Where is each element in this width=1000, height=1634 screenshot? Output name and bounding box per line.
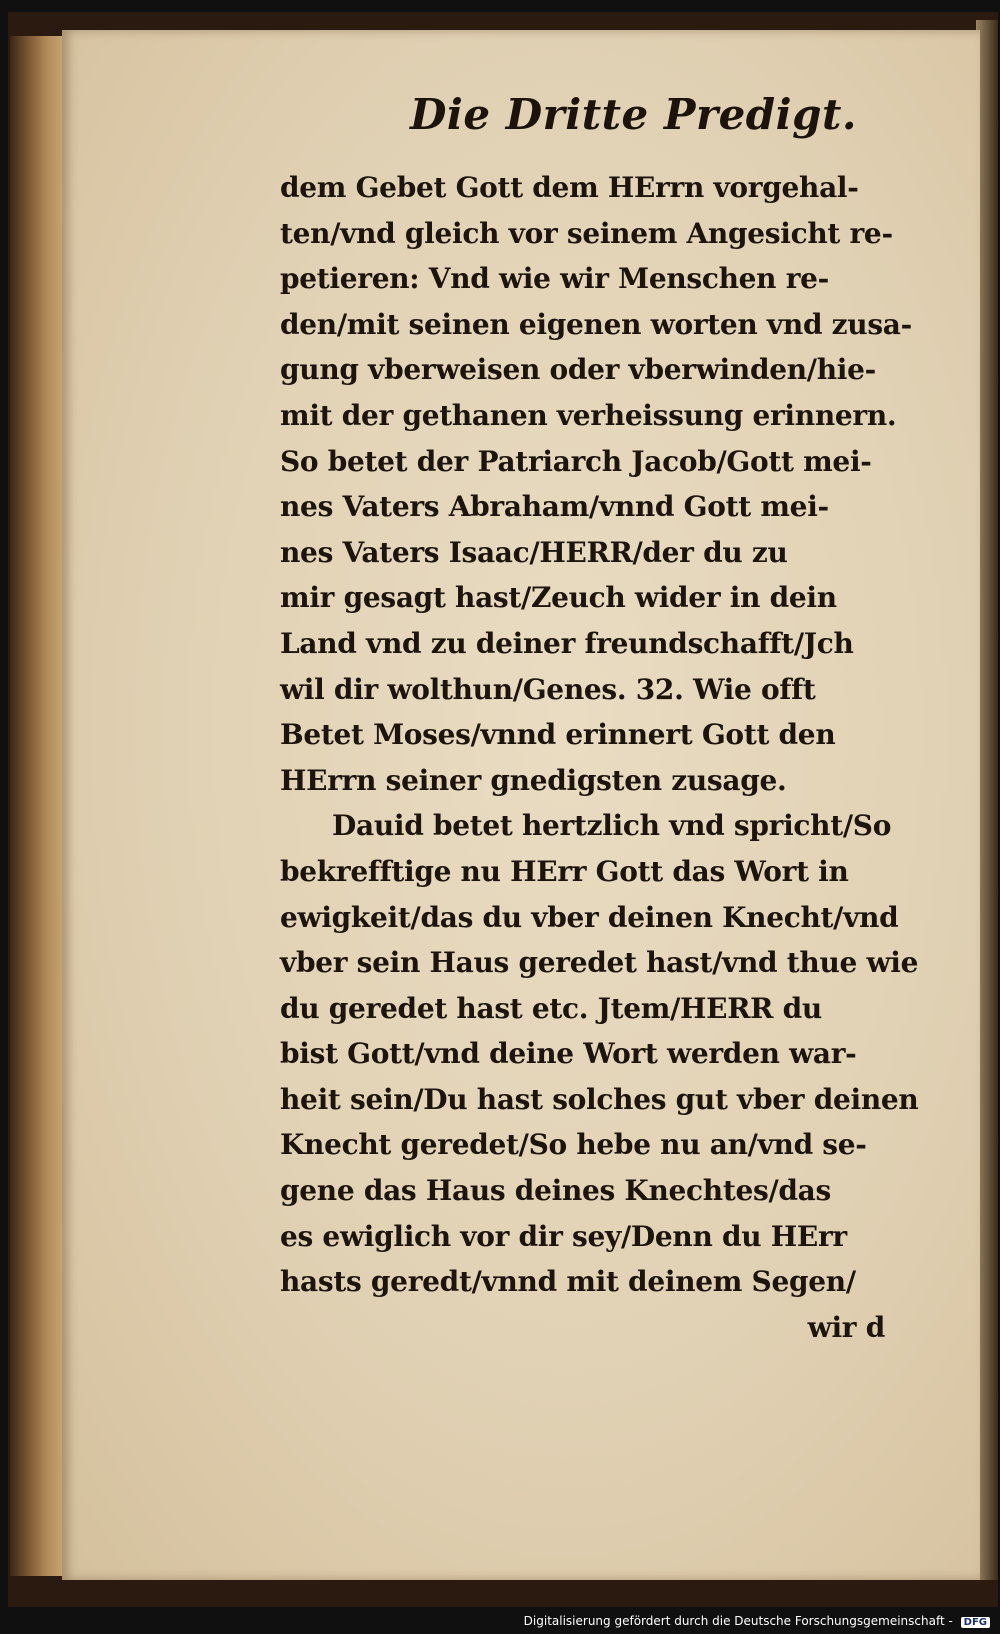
text-line: gung vberweisen oder vberwinden/hie- [280, 353, 876, 387]
text-line: mir gesagt hast/Zeuch wider in dein [280, 581, 837, 615]
dfg-logo: DFG [961, 1617, 990, 1628]
text-line: gene das Haus deines Knechtes/das [280, 1174, 831, 1208]
text-line: nes Vaters Abraham/vnnd Gott mei- [280, 490, 829, 524]
text-line: Dauid betet hertzlich vnd spricht/So [332, 809, 892, 843]
text-line: ewigkeit/das du vber deinen Knecht/vnd [280, 900, 899, 934]
page-heading: Die Dritte Predigt. [410, 90, 858, 139]
credit-text: Digitalisierung gefördert durch die Deutsche Forschungsgemeinschaft - [523, 1614, 953, 1628]
page-text-block [280, 165, 920, 1350]
catchword: wir d [807, 1310, 885, 1344]
text-line: den/mit seinen eigenen worten vnd zusa- [280, 307, 912, 341]
text-line: HErrn seiner gnedigsten zusage. [280, 763, 787, 797]
text-line: ten/vnd gleich vor seinem Angesicht re- [280, 216, 893, 250]
text-line: petieren: Vnd wie wir Menschen re- [280, 262, 829, 296]
digitization-credit [524, 1614, 990, 1628]
text-line: vber sein Haus geredet hast/vnd thue wie [280, 946, 919, 980]
text-line: heit sein/Du hast solches gut vber deinen [280, 1082, 919, 1116]
text-line: bekrefftige nu HErr Gott das Wort in [280, 854, 849, 888]
text-line: wil dir wolthun/Genes. 32. Wie offt [280, 672, 816, 706]
text-line: hasts geredt/vnnd mit deinem Segen/ [280, 1265, 856, 1299]
text-line: du geredet hast etc. Jtem/HERR du [280, 991, 822, 1025]
page-edge-left [10, 36, 70, 1576]
text-line: Betet Moses/vnnd erinnert Gott den [280, 718, 836, 752]
text-line: nes Vaters Isaac/HERR/der du zu [280, 535, 788, 569]
text-line: Knecht geredet/So hebe nu an/vnd se- [280, 1128, 867, 1162]
text-line: So betet der Patriarch Jacob/Gott mei- [280, 444, 872, 478]
text-line: Land vnd zu deiner freundschafft/Jch [280, 626, 854, 660]
text-line: dem Gebet Gott dem HErrn vorgehal- [280, 171, 859, 204]
text-line: bist Gott/vnd deine Wort werden war- [280, 1037, 857, 1071]
text-line: es ewiglich vor dir sey/Denn du HErr [280, 1219, 847, 1253]
text-line: mit der gethanen verheissung erinnern. [280, 398, 897, 432]
